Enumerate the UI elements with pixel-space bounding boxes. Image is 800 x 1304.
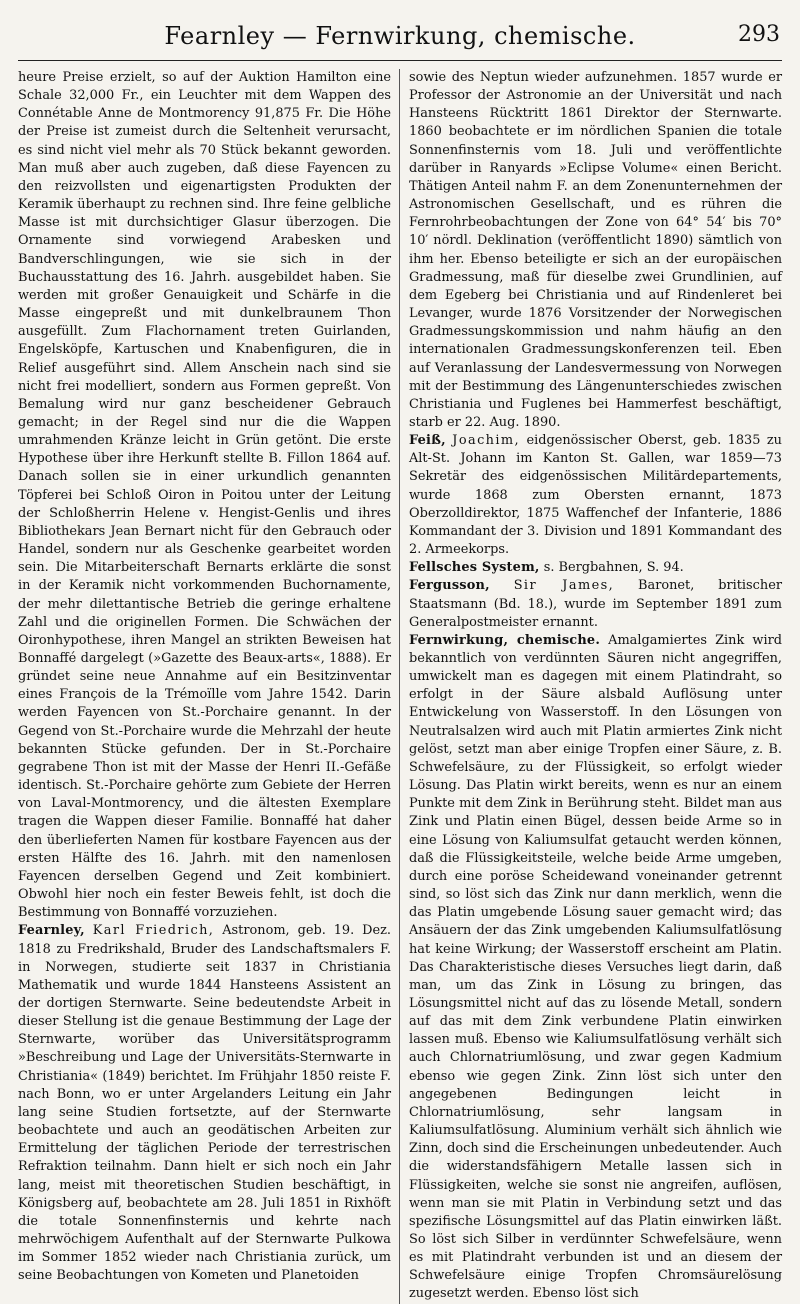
entry-lemma: Fergusson,: [409, 578, 490, 594]
entry-text: eidgenössischer Oberst, geb. 1835 zu Alt-St. Johann im Kanton St. Gallen, war 1859—73 Sekretär des eidgenössischen Militärdepartements, wurde 1868 zum Obersten ernannt, 1873 Oberzolldirektor, 1875 Waffenchef der Infanterie, 1886 Kommandant der 3. Division und 1891 Kommandant des 2. Armeekorps.: [409, 433, 782, 558]
paragraph-fearnley-continued: sowie des Neptun wieder aufzunehmen. 1857 wurde er Professor der Astronomie an der Universität und nach Hansteens Rücktritt 1861 Direktor der Sternwarte. 1860 beobachtete er im nördlichen Spanien die totale Sonnenfinsternis vom 18. Juli und veröffentlichte darüber in Ranyards »Eclipse Volume« einen Bericht. Thätigen Anteil nahm F. an dem Zonenunternehmen der Astronomischen Gesellschaft, und es rühren die Fernrohrbeobachtungen der Zone von 64° 54′ bis 70° 10′ nördl. Deklination (veröffentlicht 1890) sämtlich von ihm her. Ebenso beteiligte er sich an der europäischen Gradmessung, maß für dieselbe zwei Grundlinien, auf dem Egeberg bei Christiania und auf Rindenleret bei Levanger, wurde 1876 Vorsitzender der Norwegischen Gradmessungskommission und nahm häufig an den internationalen Gradmessungskonferenzen teil. Eben auf Veranlassung der Landesvermessung von Norwegen mit der Bestimmung des Längenunterschiedes zwischen Christiania und Fuglenes bei Hammerfest beschäftigt, starb er 22. Aug. 1890.: [409, 70, 782, 430]
entry-fergusson: [409, 577, 782, 631]
entry-name: Sir James,: [513, 578, 615, 594]
two-column-body: [18, 69, 782, 1304]
entry-name: Joachim,: [452, 433, 521, 449]
entry-fernwirkung: [409, 632, 782, 1304]
entry-lemma: Fernwirkung, chemische.: [409, 632, 601, 648]
running-title: Fearnley — Fernwirkung, chemische.: [164, 22, 636, 50]
entry-name: Karl Friedrich,: [92, 923, 215, 939]
paragraph-fayencen-continued: heure Preise erzielt, so auf der Auktion Hamilton eine Schale 32,000 Fr., ein Leuchter mit dem Wappen des Connétable Anne de Montmorency 91,875 Fr. Die Höhe der Preise ist zumeist durch die Seltenheit verursacht, es sind nicht viel mehr als 70 Stück bekannt geworden. Man muß aber auch zugeben, daß diese Fayencen zu den reizvollsten und eigenartigsten Produkten der Keramik überhaupt zu rechnen sind. Ihre feine gelbliche Masse ist mit durchsichtiger Glasur überzogen. Die Ornamente sind vorwiegend Arabesken und Bandverschlingungen, wie sie sich in der Buchausstattung des 16. Jahrh. ausgebildet haben. Sie werden mit großer Genauigkeit und Schärfe in die Masse eingepreßt und mit dunkelbraunem Thon ausgefüllt. Zum Flachornament treten Guirlanden, Engelsköpfe, Kartuschen und Knabenfiguren, die in Relief ausgeführt sind. Allem Anschein nach sind sie nicht frei modelliert, sondern aus Formen gepreßt. Von Bemalung wird nur ganz bescheidener Gebrauch gemacht; in der Regel sind nur die die Wappen umrahmenden Kränze leicht in Grün getönt. Die erste Hypothese über ihre Herkunft stellte B. Fillon 1864 auf. Danach sollen sie in einer urkundlich genannten Töpferei bei Schloß Oiron in Poitou unter der Leitung der Schloßherrin Helene v. Hengist-Genlis und ihres Bibliothekars Jean Bernart nicht für den Gebrauch oder Handel, sondern nur als Geschenke gearbeitet worden sein. Die Mitarbeiterschaft Bernarts erklärte die sonst in der Keramik nicht vorkommenden Buchornamente, der mehr dilettantische Betrieb die geringe erhaltene Zahl und die originellen Formen. Die Schwächen der Oironhypothese, ihren Mangel an strikten Beweisen hat Bonnaffé dargelegt (»Gazette des Beaux-arts«, 1888). Er gründet seine neue Annahme auf ein Besitzinventar eines François de la Trémoïlle vom Jahre 1542. Darin werden Fayencen von St.-Porchaire genannt. In der Gegend von St.-Porchaire wurde die Mehrzahl der heute bekannten Stücke gefunden. Der in St.-Porchaire gegrabene Thon ist mit der Masse der Henri II.-Gefäße identisch. St.-Porchaire gehörte zum Gebiete der Herren von Laval-Montmorency, und die ältesten Exemplare tragen die Wappen dieser Familie. Bonnaffé hat daher den überlieferten Namen für kostbare Fayencen aus der ersten Hälfte des 16. Jahrh. mit den namenlosen Fayencen derselben Gegend und Zeit kombiniert. Obwohl hier noch ein fester Beweis fehlt, ist doch die Bestimmung von Bonnaffé vorzuziehen.: [18, 70, 391, 921]
right-column: [400, 69, 782, 1304]
entry-lemma: Fellsches System,: [409, 560, 540, 576]
entry-lemma: Feiß,: [409, 433, 446, 449]
entry-fearnley: [18, 922, 391, 1285]
entry-text: s. Bergbahnen, S. 94.: [543, 560, 684, 576]
entry-lemma: Fearnley,: [18, 923, 85, 939]
left-column: [18, 69, 400, 1304]
entry-feiss: [409, 432, 782, 559]
entry-fellsches-system: [409, 559, 782, 577]
running-header: [18, 14, 782, 61]
page-number: 293: [738, 22, 780, 47]
entry-text: Astronom, geb. 19. Dez. 1818 zu Fredrikshald, Bruder des Landschaftsmalers F. in Norwegen, studierte seit 1837 in Christiania Mathematik und wurde 1844 Hansteens Assistent an der dortigen Sternwarte. Seine bedeutendste Arbeit in dieser Stellung ist die genaue Bestimmung der Lage der Sternwarte, worüber das Universitätsprogramm »Beschreibung und Lage der Universitäts-Sternwarte in Christiania« (1849) berichtet. Im Frühjahr 1850 reiste F. nach Bonn, wo er unter Argelanders Leitung ein Jahr lang seine Studien fortsetzte, auf der Sternwarte beobachtete und auch an geodätischen Arbeiten zur Ermittelung der täglichen Periode der terrestrischen Refraktion teilnahm. Dann hielt er sich noch ein Jahr lang, meist mit theoretischen Studien beschäftigt, in Königsberg auf, beobachtete am 28. Juli 1851 in Rixhöft die totale Sonnenfinsternis und kehrte nach mehrwöchigem Aufenthalt auf der Sternwarte Pulkowa im Sommer 1852 wieder nach Christiania zurück, um seine Beobachtungen von Kometen und Planetoiden: [18, 923, 391, 1284]
entry-text: Baronet, britischer Staatsmann (Bd. 18.), wurde im September 1891 zum Generalpostmeister ernannt.: [409, 578, 782, 630]
entry-text: Amalgamiertes Zink wird bekanntlich von verdünnten Säuren nicht angegriffen, umwickelt man es dagegen mit einem Platindraht, so erfolgt in der Säure alsbald Auflösung unter Entwickelung von Wasserstoff. In den Lösungen von Neutralsalzen wird auch mit Platin armiertes Zink nicht gelöst, setzt man aber einige Tropfen einer Säure, z. B. Schwefelsäure, zu der Flüssigkeit, so erfolgt wieder Lösung. Das Platin wirkt bereits, wenn es nur an einem Punkte mit dem Zink in Berührung steht. Bildet man aus Zink und Platin einen Bügel, dessen beide Arme so in eine Lösung von Kaliumsulfat getaucht werden können, daß die Flüssigkeitsteile, welche beide Arme umgeben, durch eine poröse Scheidewand voneinander getrennt sind, so löst sich das Zink nur dann merklich, wenn die das Platin umgebende Lösung sauer gemacht wird; das Ansäuern der das Zink umgebenden Kaliumsulfatlösung hat keine Wirkung; der Wasserstoff erscheint am Platin. Das Charakteristische dieses Versuches liegt darin, daß man, um das Zink in Lösung zu bringen, das Lösungsmittel nicht auf das zu lösende Metall, sondern auf das mit dem Zink verbundene Platin einwirken lassen muß. Ebenso wie Kaliumsulfatlösung verhält sich auch Chlornatriumlösung, und zwar gegen Kadmium ebenso wie gegen Zink. Zinn löst sich unter den angegebenen Bedingungen leicht in Chlornatriumlösung, sehr langsam in Kaliumsulfatlösung. Aluminium verhält sich ähnlich wie Zinn, doch sind die Erscheinungen unbedeutender. Auch die widerstandsfähigern Metalle lassen sich in Flüssigkeiten, welche sie sonst nie angreifen, auflösen, wenn man sie mit Platin in Verbindung setzt und das spezifische Lösungsmittel auf das Platin einwirken läßt. So löst sich Silber in verdünnter Schwefelsäure, wenn es mit Platindraht verbunden ist und an diesem der Schwefelsäure einige Tropfen Chromsäurelösung zugesetzt werden. Ebenso löst sich: [409, 632, 782, 1302]
